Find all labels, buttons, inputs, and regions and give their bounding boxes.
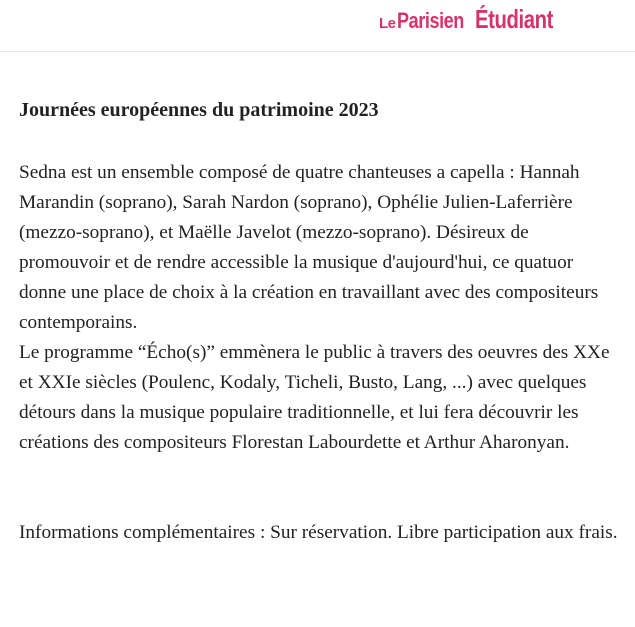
logo-etudiant-text: Étudiant [474,4,553,34]
article-description [19,158,619,458]
additional-info: Informations complémentaires : Sur réservation. Libre participation aux frais. [19,522,618,543]
description-paragraph: Sedna est un ensemble composé de quatre chanteuses a capella : Hannah Marandin (soprano), Sarah Nardon (soprano), Ophélie Julien-Laferrière (mezzo-soprano), et Maëlle Javelot (mezzo-soprano). Désireux de promouvoir et de rendre accessible la musique d'aujourd'hui, ce quatuor donne une place de choix à la création en travaillant avec des compositeurs contemporains. [19,162,599,333]
logo-parisien-text: Parisien [396,8,464,33]
article-title: Journées européennes du patrimoine 2023 [19,99,379,121]
site-header [0,0,635,52]
article-content [19,96,619,548]
site-logo[interactable] [379,4,575,35]
logo-le-text: Le [379,15,396,32]
description-paragraph: Le programme “Écho(s)” emmènera le public à travers des oeuvres des XXe et XXIe siècles (Poulenc, Kodaly, Ticheli, Busto, Lang, ...) avec quelques détours dans la musique populaire traditionnelle, et lui fera découvrir les créations des compositeurs Florestan Labourdette et Arthur Aharonyan. [19,342,610,453]
